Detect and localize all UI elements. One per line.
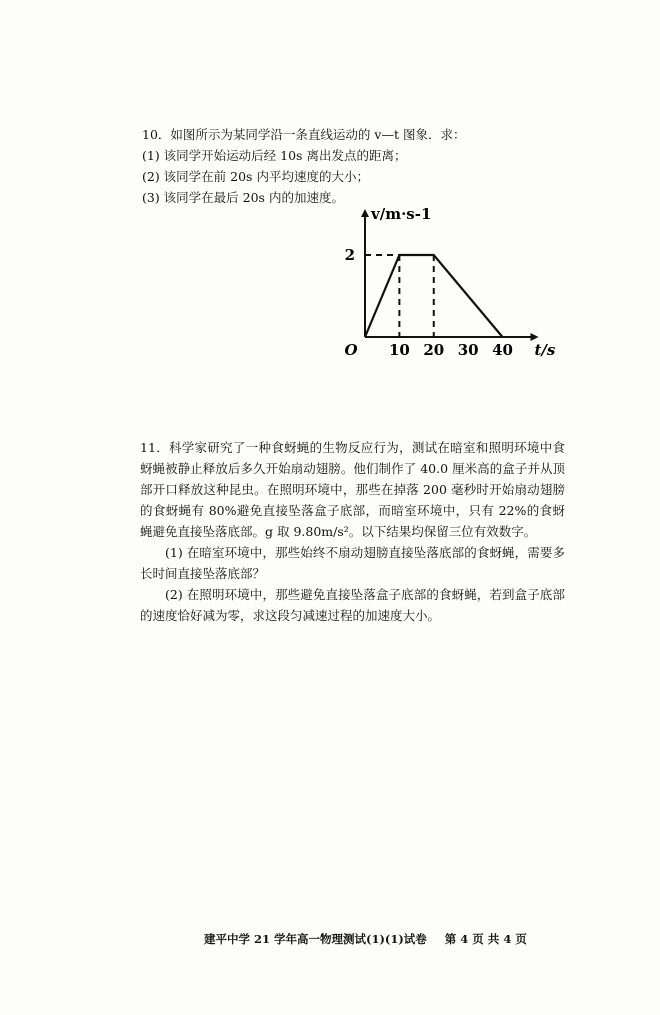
question-10 [142,124,562,208]
question-10-item-2: (2) 该同学在前 20s 内平均速度的大小； [142,169,369,184]
vt-graph-svg [335,205,565,365]
x-tick-label-20: 20 [423,341,445,359]
x-tick-label-40: 40 [492,341,513,359]
question-10-stem: 10．如图所示为某同学沿一条直线运动的 v—t 图象．求： [142,127,466,142]
x-axis-arrow [531,333,539,341]
footer-page-number: 第 4 页 共 4 页 [444,932,527,946]
y-axis-label: v/m·s-1 [371,205,432,223]
question-11-sub-2: (2) 在照明环境中，那些避免直接坠落盒子底部的食蚜蝇，若到盒子底部的速度恰好减为零，求这段匀减速过程的加速度大小。 [140,587,565,623]
vt-graph [335,205,565,365]
question-11-sub-1: (1) 在暗室环境中，那些始终不扇动翅膀直接坠落底部的食蚜蝇，需要多长时间直接坠落底部？ [140,545,565,581]
y-axis-arrow [361,209,369,217]
x-tick-label-30: 30 [457,341,479,359]
question-10-item-1: (1) 该同学开始运动后经 10s 离出发点的距离； [142,148,407,163]
y-tick-label-2: 2 [344,246,355,264]
x-tick-label-10: 10 [388,341,410,359]
x-axis-label: t/s [534,341,556,359]
question-10-item-3: (3) 该同学在最后 20s 内的加速度。 [142,190,344,205]
question-11-stem: 11．科学家研究了一种食蚜蝇的生物反应行为，测试在暗室和照明环境中食蚜蝇被静止释放后多久开始扇动翅膀。他们制作了 40.0 厘米高的盒子并从顶部开口释放这种昆虫。在照明环境中，那些在掉落 200 毫秒时开始扇动翅膀的食蚜蝇有 80%避免直接坠落盒子底部，而暗室环境中，只有 22%的食蚜蝇避免直接坠落底部。g 取 9.80m/s²。以下结果均保留三位有效数字。 [140,440,565,539]
footer-title: 建平中学 21 学年高一物理测试(1)(1)试卷 [204,932,427,946]
question-11 [140,437,565,626]
page-footer [204,931,527,947]
x-tick-label-origin: O [344,341,358,359]
